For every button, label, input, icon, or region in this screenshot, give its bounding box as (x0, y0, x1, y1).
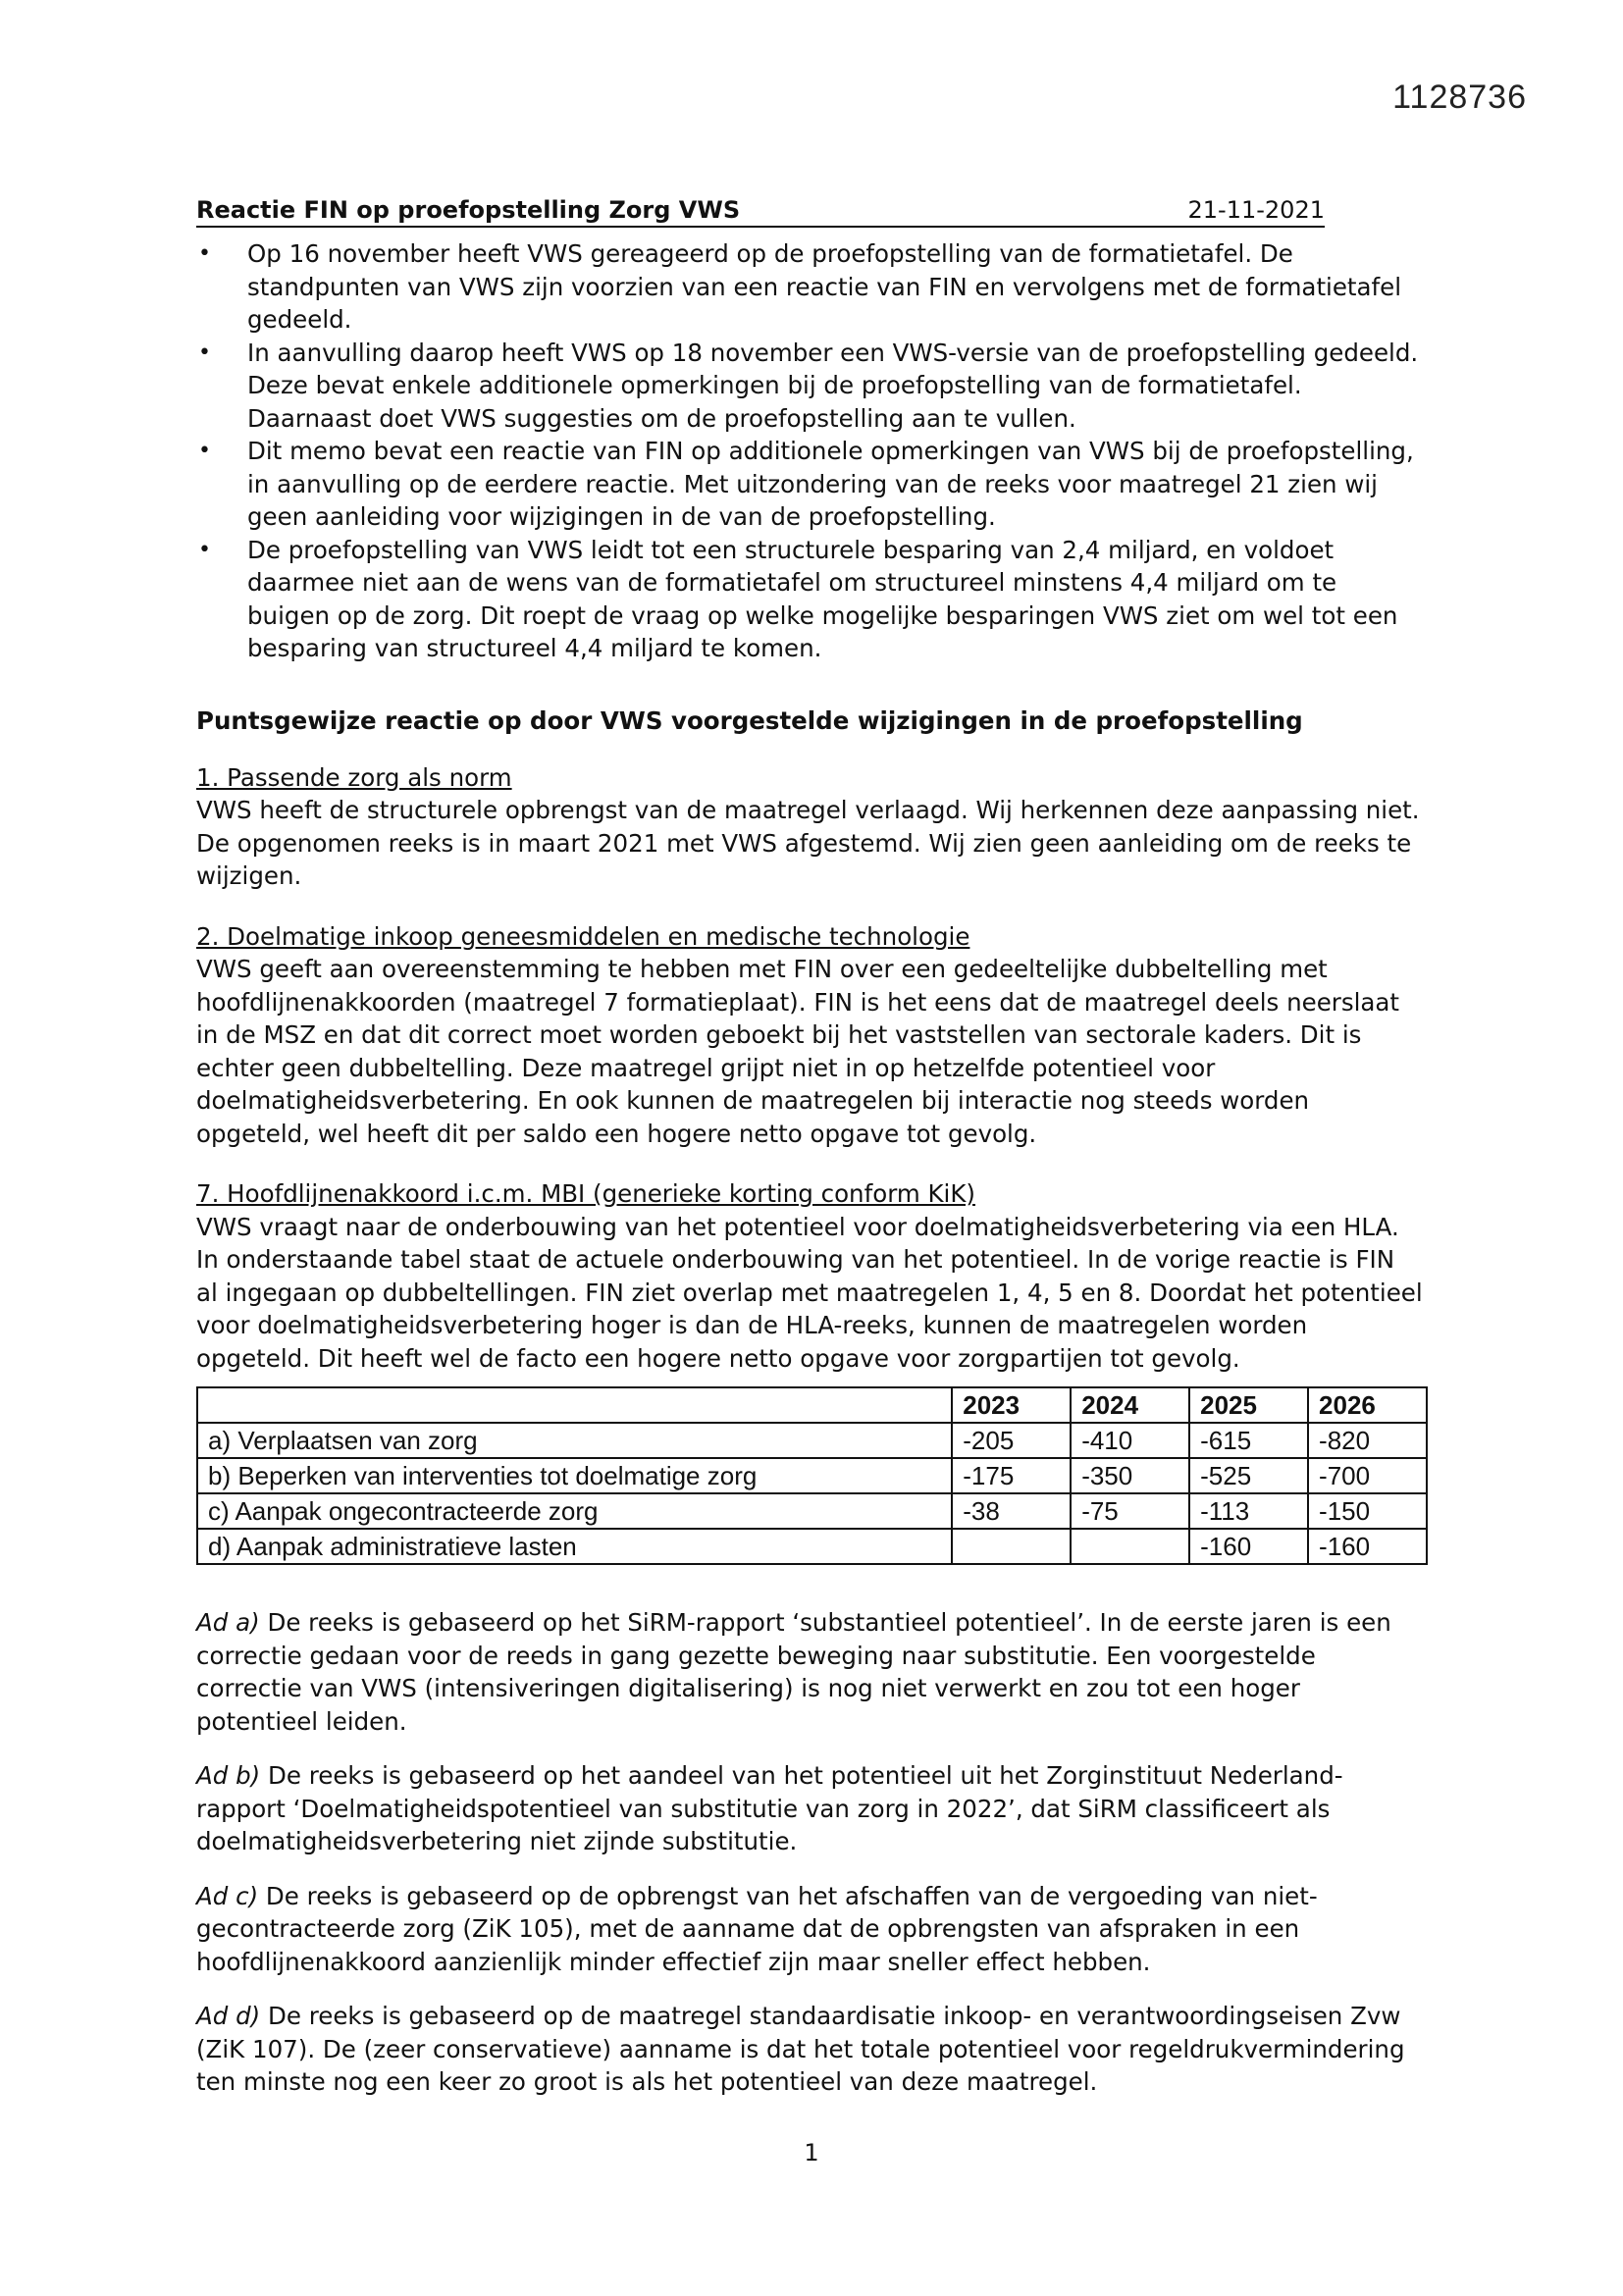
note-a (196, 1606, 1423, 1738)
table-cell: -113 (1189, 1493, 1308, 1529)
item-text: VWS vraagt naar de onderbouwing van het potentieel voor doelmatigheidsverbetering via een HLA. In onderstaande tabel staat de actuele onderbouwing van het potentieel. In de vorige reactie is FIN al ingegaan op dubbeltellingen. FIN ziet overlap met maatregelen 1, 4, 5 en 8. Doordat het potentieel voor doelmatigheidsverbetering hoger is dan de HLA-reeks, kunnen de maatregelen worden opgeteld. Dit heeft wel de facto een hogere netto opgave voor zorgpartijen tot gevolg. (196, 1212, 1423, 1373)
memo-date: 21-11-2021 (1187, 196, 1325, 224)
table-cell: -350 (1071, 1458, 1189, 1493)
table-row (197, 1529, 1427, 1564)
item-heading: 1. Passende zorg als norm (196, 762, 512, 792)
summary-bullet: • Op 16 november heeft VWS gereageerd op de proefopstelling van de formatietafel. De standpunten van VWS zijn voorzien van een reactie van FIN en vervolgens met de formatietafel gedeeld. (196, 237, 1423, 337)
table-row (197, 1493, 1427, 1529)
table-cell-label: c) Aanpak ongecontracteerde zorg (197, 1493, 952, 1529)
note-lead: Ad d) (196, 2002, 261, 2030)
table-cell: -525 (1189, 1458, 1308, 1493)
item-7 (196, 1177, 1423, 1375)
table-cell: -75 (1071, 1493, 1189, 1529)
table-cell: -410 (1071, 1423, 1189, 1458)
table-header-cell: 2024 (1071, 1387, 1189, 1423)
item-text: VWS geeft aan overeenstemming te hebben met FIN over een gedeeltelijke dubbeltelling met hoofdlijnenakkoorden (maatregel 7 formatieplaat). FIN is het eens dat de maatregel deels neerslaat in de MSZ en dat dit correct moet worden geboekt bij het vaststellen van sectorale kaders. Dit is echter geen dubbeltelling. Deze maatregel grijpt niet in op hetzelfde potentieel voor doelmatigheidsverbetering. En ook kunnen de maatregelen bij interactie nog steeds worden opgeteld, wel heeft dit per saldo een hogere netto opgave tot gevolg. (196, 955, 1400, 1148)
note-lead: Ad a) (196, 1608, 260, 1637)
note-text: De reeks is gebaseerd op het aandeel van het potentieel uit het Zorginstituut Nederland-rapport ‘Doelmatigheidspotentieel van substitutie van zorg in 2022’, dat SiRM classificeert als doelmatigheidsverbetering niet zijnde substitutie. (196, 1761, 1343, 1855)
section-heading: Puntsgewijze reactie op door VWS voorgestelde wijzigingen in de proefopstelling (196, 705, 1303, 735)
table-cell: -700 (1308, 1458, 1427, 1493)
table-row (197, 1458, 1427, 1493)
note-b (196, 1759, 1423, 1858)
item-heading: 7. Hoofdlijnenakkoord i.c.m. MBI (generieke korting conform KiK) (196, 1179, 975, 1208)
summary-bullet: • Dit memo bevat een reactie van FIN op additionele opmerkingen van VWS bij de proefopstelling, in aanvulling op de eerdere reactie. Met uitzondering van de reeks voor maatregel 21 zien wij geen aanleiding voor wijzigingen in de van de proefopstelling. (196, 435, 1423, 534)
summary-bullet: • In aanvulling daarop heeft VWS op 18 november een VWS-versie van de proefopstelling gedeeld. Deze bevat enkele additionele opmerkingen bij de proefopstelling van de formatietafel. Daarnaast doet VWS suggesties om de proefopstelling aan te vullen. (196, 337, 1423, 436)
table-cell: -160 (1308, 1529, 1427, 1564)
page-number: 1 (804, 2139, 819, 2166)
table-cell: -150 (1308, 1493, 1427, 1529)
note-text: De reeks is gebaseerd op het SiRM-rapport ‘substantieel potentieel’. In de eerste jaren is een correctie gedaan voor de reeds in gang gezette beweging naar substitutie. Een voorgestelde correctie van VWS (intensiveringen digitalisering) is nog niet verwerkt en zou tot een hoger potentieel leiden. (196, 1608, 1391, 1736)
table-header-cell: 2026 (1308, 1387, 1427, 1423)
table-cell: -205 (952, 1423, 1071, 1458)
item-2 (196, 920, 1423, 1151)
table-cell: -38 (952, 1493, 1071, 1529)
table-header-cell (197, 1387, 952, 1423)
potential-table (196, 1386, 1428, 1565)
memo-header (196, 196, 1325, 228)
item-1 (196, 761, 1423, 893)
table-cell: -160 (1189, 1529, 1308, 1564)
table-header-cell: 2023 (952, 1387, 1071, 1423)
item-text: VWS heeft de structurele opbrengst van de maatregel verlaagd. Wij herkennen deze aanpassing niet. De opgenomen reeks is in maart 2021 met VWS afgestemd. Wij zien geen aanleiding om de reeks te wijzigen. (196, 796, 1420, 890)
note-text: De reeks is gebaseerd op de maatregel standaardisatie inkoop- en verantwoordingseisen Zvw (ZiK 107). De (zeer conservatieve) aanname is dat het totale potentieel voor regeldrukvermindering ten minste nog een keer zo groot is als het potentieel van deze maatregel. (196, 2002, 1405, 2096)
table-header-cell: 2025 (1189, 1387, 1308, 1423)
document-number: 1128736 (1392, 78, 1527, 116)
table-cell-label: b) Beperken van interventies tot doelmatige zorg (197, 1458, 952, 1493)
table-cell-label: d) Aanpak administratieve lasten (197, 1529, 952, 1564)
note-lead: Ad c) (196, 1881, 259, 1910)
table-cell: -175 (952, 1458, 1071, 1493)
table-header-row (197, 1387, 1427, 1423)
note-c (196, 1880, 1423, 1979)
note-lead: Ad b) (196, 1761, 261, 1790)
table-cell (952, 1529, 1071, 1564)
document-body (196, 196, 1423, 2120)
item-heading: 2. Doelmatige inkoop geneesmiddelen en medische technologie (196, 921, 970, 951)
summary-bullet: • De proefopstelling van VWS leidt tot een structurele besparing van 2,4 miljard, en voldoet daarmee niet aan de wens van de formatietafel om structureel minstens 4,4 miljard om te buigen op de zorg. Dit roept de vraag op welke mogelijke besparingen VWS ziet om wel tot een besparing van structureel 4,4 miljard te komen. (196, 534, 1423, 665)
table-cell: -820 (1308, 1423, 1427, 1458)
memo-title: Reactie FIN op proefopstelling Zorg VWS (196, 196, 741, 224)
summary-list (196, 237, 1423, 665)
note-d (196, 2000, 1423, 2099)
table-cell: -615 (1189, 1423, 1308, 1458)
table-cell (1071, 1529, 1189, 1564)
note-text: De reeks is gebaseerd op de opbrengst van het afschaffen van de vergoeding van niet-gecontracteerde zorg (ZiK 105), met de aanname dat de opbrengsten van afspraken in een hoofdlijnenakkoord aanzienlijk minder effectief zijn maar sneller effect hebben. (196, 1881, 1318, 1976)
table-row (197, 1423, 1427, 1458)
table-cell-label: a) Verplaatsen van zorg (197, 1423, 952, 1458)
